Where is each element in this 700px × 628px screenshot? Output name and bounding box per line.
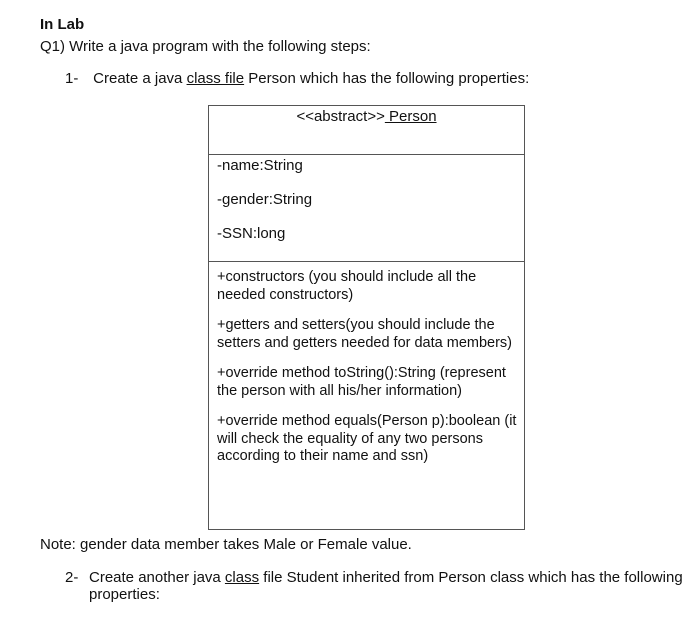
uml-methods-section (209, 269, 524, 466)
uml-attribute: -name:String (217, 157, 303, 174)
step-2-underlined-text: class (224, 569, 260, 586)
step-2-text (89, 569, 700, 603)
step-2-number: 2- (65, 569, 79, 586)
section-heading: In Lab (40, 16, 85, 33)
step-1-underlined-text: class file (186, 70, 245, 87)
uml-class-diagram (208, 105, 525, 530)
step-1-text-before: Create a java (93, 70, 187, 87)
step-1-number: 1- (65, 70, 79, 87)
step-1 (65, 70, 529, 87)
step-2-text-before: Create another java (89, 569, 225, 586)
uml-class-name: Person (384, 108, 437, 125)
uml-method: +constructors (you should include all the needed constructors) (217, 269, 477, 303)
uml-attribute: -SSN:long (217, 225, 286, 242)
step-2-text-after: file Student inherited from Person class which has the following properties: (89, 569, 683, 603)
uml-attribute: -gender:String (217, 191, 313, 208)
uml-class-header (209, 106, 524, 155)
step-1-text-after: Person which has the following properties: (244, 70, 530, 87)
uml-method: +getters and setters(you should include the setters and getters needed for data members) (217, 317, 512, 351)
uml-stereotype: <<abstract>> (296, 108, 385, 125)
uml-method: +override method toString():String (represent the person with all his/her information) (217, 365, 506, 399)
uml-attributes-section (209, 155, 524, 262)
uml-method: +override method equals(Person p):boolean (it will check the equality of any two persons according to their name and ssn) (217, 413, 517, 464)
question-text: Q1) Write a java program with the following steps: (40, 38, 371, 55)
note-text: Note: gender data member takes Male or Female value. (40, 536, 412, 553)
